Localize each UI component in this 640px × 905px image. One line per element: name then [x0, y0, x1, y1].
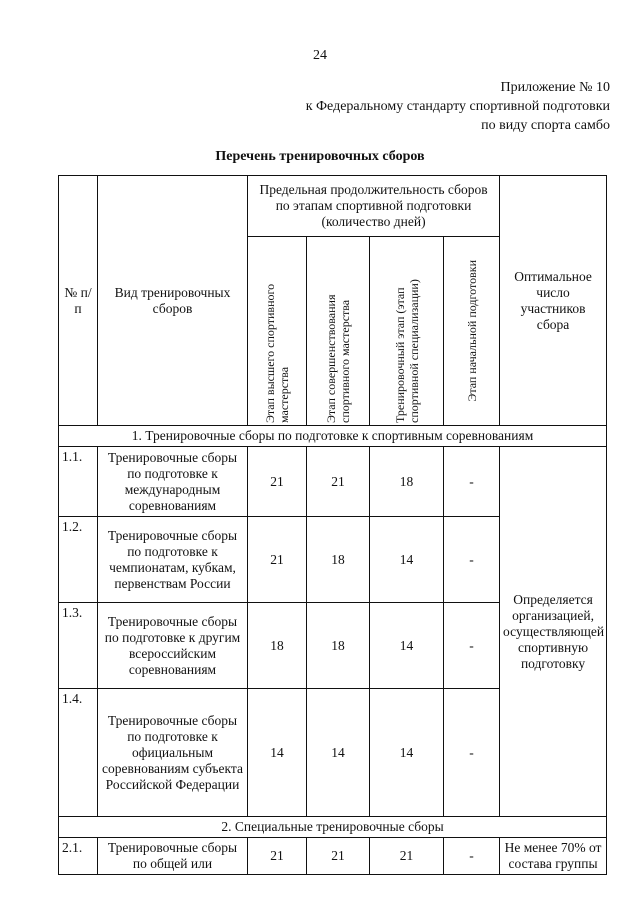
row-number: 1.2.: [59, 517, 98, 603]
row-value-initial: -: [444, 447, 500, 517]
row-number: 2.1.: [59, 838, 98, 875]
header-num: № п/п: [59, 176, 98, 426]
appendix-line-3: по виду спорта самбо: [481, 118, 610, 133]
row-value-improvement: 21: [307, 447, 370, 517]
row-value-highest: 21: [248, 517, 307, 603]
header-participants: Оптимальное число участников сбора: [500, 176, 607, 426]
row-participants: Не менее 70% от состава группы: [500, 838, 607, 875]
section-row: [59, 426, 607, 447]
row-value-training: 14: [370, 689, 444, 817]
row-number: 1.4.: [59, 689, 98, 817]
row-value-highest: 18: [248, 603, 307, 689]
row-name: Тренировочные сборы по подготовке к чемпионатам, кубкам, первенствам России: [98, 517, 248, 603]
row-value-training: 18: [370, 447, 444, 517]
header-row-1: [59, 176, 607, 237]
section-row: [59, 817, 607, 838]
row-value-training: 14: [370, 603, 444, 689]
row-name: Тренировочные сборы по общей или: [98, 838, 248, 875]
row-number: 1.3.: [59, 603, 98, 689]
row-value-improvement: 21: [307, 838, 370, 875]
header-stage-initial: Этап начальной подготовки: [444, 237, 500, 426]
row-name: Тренировочные сборы по подготовке к международным соревнованиям: [98, 447, 248, 517]
header-stage-improvement: Этап совершенствования спортивного мастерства: [307, 237, 370, 426]
row-value-initial: -: [444, 689, 500, 817]
row-value-improvement: 18: [307, 603, 370, 689]
row-value-highest: 21: [248, 838, 307, 875]
row-value-improvement: 14: [307, 689, 370, 817]
row-value-initial: -: [444, 603, 500, 689]
table-row: [59, 447, 607, 517]
training-camps-table: [58, 175, 607, 875]
row-value-initial: -: [444, 838, 500, 875]
appendix-caption: [306, 78, 610, 135]
row-value-training: 14: [370, 517, 444, 603]
row-number: 1.1.: [59, 447, 98, 517]
section-title: 2. Специальные тренировочные сборы: [59, 817, 607, 838]
page-number: 24: [313, 48, 327, 63]
document-title: Перечень тренировочных сборов: [215, 149, 425, 164]
header-type: Вид тренировочных сборов: [98, 176, 248, 426]
row-value-highest: 14: [248, 689, 307, 817]
header-duration: Предельная продолжительность сборов по этапам спортивной подготовки (количество дней): [248, 176, 500, 237]
row-value-initial: -: [444, 517, 500, 603]
participants-merged-cell: Определяется организацией, осуществляющей спортивную подготовку: [500, 447, 607, 817]
header-stage-training: Тренировочный этап (этап спортивной специализации): [370, 237, 444, 426]
row-name: Тренировочные сборы по подготовке к официальным соревнованиям субъекта Российской Федерации: [98, 689, 248, 817]
appendix-line-1: Приложение № 10: [500, 80, 610, 95]
row-name: Тренировочные сборы по подготовке к другим всероссийским соревнованиям: [98, 603, 248, 689]
appendix-line-2: к Федеральному стандарту спортивной подготовки: [305, 99, 610, 114]
header-stage-highest: Этап высшего спортивного мастерства: [248, 237, 307, 426]
row-value-highest: 21: [248, 447, 307, 517]
row-value-improvement: 18: [307, 517, 370, 603]
table-row: [59, 838, 607, 875]
section-title: 1. Тренировочные сборы по подготовке к спортивным соревнованиям: [59, 426, 607, 447]
row-value-training: 21: [370, 838, 444, 875]
